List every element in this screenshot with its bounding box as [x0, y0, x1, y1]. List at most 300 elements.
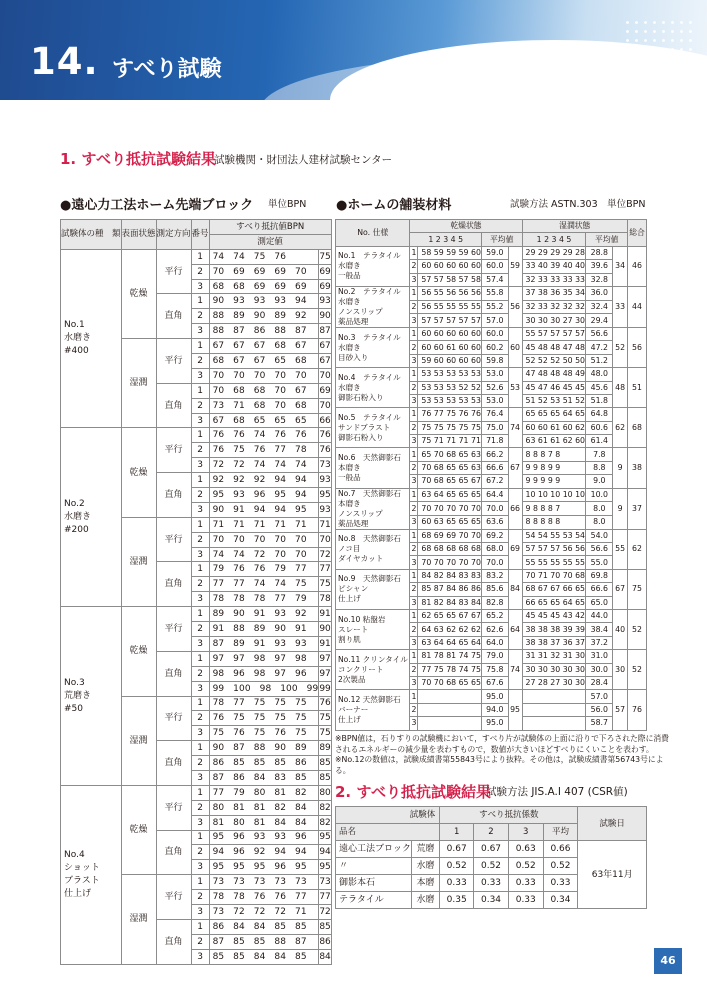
- row-number: 3: [191, 860, 209, 875]
- surface-state: 乾燥: [121, 249, 156, 338]
- wet-average: 28.8: [586, 246, 613, 259]
- dry-values: 70 70 70 70 70: [418, 556, 482, 569]
- head-avg-dry: 平均値: [481, 233, 522, 246]
- head-surface: 表面状態: [121, 220, 156, 250]
- page-header: [0, 0, 707, 100]
- product-name: テラタイル: [336, 892, 412, 909]
- material-spec: No.9 天然御影石 ピシャン 仕上げ: [336, 569, 410, 609]
- head-number: 番号: [191, 220, 209, 250]
- table-row: [336, 650, 647, 663]
- row-number: 1: [410, 569, 418, 582]
- dry-values: 56 55 55 55 55: [418, 300, 482, 314]
- bpn-average: 91: [319, 636, 331, 651]
- wet-values: 60 60 61 60 62: [522, 421, 586, 434]
- wet-values: 63 61 61 62 60: [522, 435, 586, 448]
- surface-state: 乾燥: [121, 428, 156, 517]
- bpn-average: 82: [319, 800, 331, 815]
- surface-state: 乾燥: [121, 607, 156, 696]
- row-number: 3: [191, 949, 209, 964]
- coef-average: 0.66: [543, 841, 578, 858]
- dry-group-average: 56: [508, 286, 522, 327]
- measured-values: 78 78 78 77 79: [209, 592, 319, 607]
- row-number: 2: [191, 756, 209, 771]
- row-number: 2: [191, 622, 209, 637]
- row-number: 1: [191, 339, 209, 354]
- measured-values: 79 76 76 79 77: [209, 562, 319, 577]
- measured-values: 77 79 80 81 82: [209, 785, 319, 800]
- total-value: 44: [628, 286, 647, 327]
- dry-group-average: 59: [508, 246, 522, 286]
- finish-type: 荒磨: [411, 841, 439, 858]
- specimen-name: No.2 水磨き #200: [61, 428, 122, 607]
- row-number: 1: [410, 609, 418, 622]
- section2-title: 2. すべり抵抗試験結果: [335, 783, 492, 801]
- surface-state: 湿潤: [121, 875, 156, 964]
- row-number: 1: [191, 919, 209, 934]
- bpn-average: 95: [319, 860, 331, 875]
- coef-3: 0.52: [508, 858, 543, 875]
- row-number: 2: [191, 845, 209, 860]
- bpn-average: 73: [319, 875, 331, 890]
- dry-average: 59.0: [481, 246, 508, 259]
- wet-average: 56.0: [586, 703, 613, 716]
- dry-group-average: 64: [508, 609, 522, 649]
- coef-2: 0.52: [474, 858, 509, 875]
- wet-average: 61.4: [586, 435, 613, 448]
- head-c1: 1: [440, 824, 474, 841]
- bpn-average: 93: [319, 294, 331, 309]
- row-number: 3: [410, 314, 418, 328]
- dry-group-average: 95: [508, 690, 522, 730]
- wet-group-average: 9: [613, 488, 628, 529]
- head-c2: 2: [474, 824, 509, 841]
- wet-values: 65 65 65 64 65: [522, 408, 586, 421]
- table-row: [61, 428, 332, 443]
- measured-values: 87 86 84 83 85: [209, 770, 319, 785]
- measured-values: 95 93 96 95 94: [209, 488, 319, 503]
- wet-average: 51.8: [586, 394, 613, 407]
- material-spec: No.4 テラタイル 水磨き 御影石粉入り: [336, 368, 410, 408]
- wet-average: 30.0: [586, 663, 613, 676]
- row-number: 2: [410, 421, 418, 434]
- coef-average: 0.34: [543, 892, 578, 909]
- row-number: 3: [191, 324, 209, 339]
- table-row: [336, 246, 647, 259]
- row-number: 3: [410, 556, 418, 569]
- row-number: 2: [410, 341, 418, 354]
- wet-average: 8.0: [586, 515, 613, 529]
- dry-values: 75 71 71 71 71: [418, 435, 482, 448]
- measured-values: 74 74 75 76: [209, 249, 319, 264]
- material-spec: No.1 テラタイル 水磨き 一般品: [336, 246, 410, 286]
- dry-average: 82.8: [481, 596, 508, 609]
- dry-group-average: 60: [508, 327, 522, 367]
- bpn-average: 85: [319, 770, 331, 785]
- total-value: 76: [628, 690, 647, 730]
- measured-values: 90 91 94 94 95: [209, 502, 319, 517]
- head-c3: 3: [508, 824, 543, 841]
- head-total: 総合: [628, 220, 647, 247]
- dry-average: 70.0: [481, 556, 508, 569]
- material-spec: No.8 天然御影石 ノコ目 ダイヤカット: [336, 529, 410, 569]
- measured-values: 91 88 89 90 91: [209, 622, 319, 637]
- bpn-average: 71: [319, 517, 331, 532]
- row-number: 2: [191, 488, 209, 503]
- finish-type: 水磨: [411, 892, 439, 909]
- bpn-average: 90: [319, 309, 331, 324]
- dry-average: 57.0: [481, 314, 508, 328]
- bpn-average: 80: [319, 785, 331, 800]
- wet-average: 56.6: [586, 543, 613, 556]
- total-value: 56: [628, 327, 647, 367]
- section1-note: 試験機関・財団法人建材試験センター: [214, 154, 393, 166]
- dry-average: 79.0: [481, 650, 508, 663]
- row-number: 2: [191, 711, 209, 726]
- section1-title: 1. すべり抵抗試験結果: [60, 150, 217, 168]
- wet-values: 9 8 8 8 7: [522, 502, 586, 516]
- wet-values: 29 29 29 29 28: [522, 246, 586, 259]
- row-number: 1: [191, 741, 209, 756]
- wet-average: 8.0: [586, 502, 613, 516]
- wet-group-average: 67: [613, 569, 628, 609]
- bpn-average: 90: [319, 622, 331, 637]
- section2-method: 試験方法 JIS.A.I 407 (CSR値): [486, 786, 628, 798]
- row-number: 2: [191, 264, 209, 279]
- dry-values: 81 82 84 83 84: [418, 596, 482, 609]
- dry-average: 95.0: [481, 690, 508, 703]
- wet-values: 57 57 57 56 56: [522, 543, 586, 556]
- bpn-average: 97: [319, 651, 331, 666]
- bpn-average: 67: [319, 354, 331, 369]
- material-spec: No.6 天然御影石 本磨き 一般品: [336, 448, 410, 488]
- wet-average: 31.0: [586, 650, 613, 663]
- material-spec: No.3 テラタイル 水磨き 目砂入り: [336, 327, 410, 367]
- dry-values: 70 70 70 70 70: [418, 502, 482, 516]
- head-date: 試験日: [578, 807, 647, 841]
- wet-average: 29.4: [586, 314, 613, 328]
- measured-values: 97 97 98 97 98: [209, 651, 319, 666]
- bpn-average: 93: [319, 473, 331, 488]
- measured-values: 95 96 93 93 96: [209, 830, 319, 845]
- row-number: 2: [410, 663, 418, 676]
- measure-direction: 平行: [156, 517, 191, 562]
- bpn-average: 75: [319, 711, 331, 726]
- material-spec: No.5 テラタイル サンドブラスト 御影石粉入り: [336, 408, 410, 448]
- dry-values: 84 82 84 83 83: [418, 569, 482, 582]
- bpn-average: 85: [319, 756, 331, 771]
- wet-average: 66.6: [586, 583, 613, 596]
- bpn-average: 76: [319, 696, 331, 711]
- wet-average: 54.0: [586, 529, 613, 542]
- surface-state: 湿潤: [121, 517, 156, 606]
- dry-values: [418, 690, 482, 703]
- dry-values: [418, 703, 482, 716]
- head-seq-wet: 1 2 3 4 5: [522, 233, 586, 246]
- measured-values: 71 71 71 71 71: [209, 517, 319, 532]
- row-number: 1: [191, 562, 209, 577]
- bpn-average: 76: [319, 443, 331, 458]
- head-seq-dry: 1 2 3 4 5: [410, 233, 481, 246]
- row-number: 1: [410, 650, 418, 663]
- measured-values: 76 76 74 76 76: [209, 428, 319, 443]
- wet-values: [522, 690, 586, 703]
- coef-2: 0.33: [474, 875, 509, 892]
- dry-values: 53 53 53 52 52: [418, 381, 482, 394]
- bpn-average: 82: [319, 815, 331, 830]
- dry-values: 53 53 53 53 53: [418, 394, 482, 407]
- dry-group-average: 74: [508, 650, 522, 690]
- wet-values: 55 55 55 55 55: [522, 556, 586, 569]
- dry-values: 76 77 75 76 76: [418, 408, 482, 421]
- head-spec: No. 仕様: [336, 220, 410, 247]
- table-row: [336, 488, 647, 502]
- row-number: 3: [191, 458, 209, 473]
- bpn-average: 99: [319, 681, 331, 696]
- wet-average: 64.8: [586, 408, 613, 421]
- measured-values: 81 80 81 84 84: [209, 815, 319, 830]
- dry-values: 57 57 58 57 58: [418, 273, 482, 286]
- wet-values: 10 10 10 10 10: [522, 488, 586, 502]
- table-a: [60, 219, 332, 965]
- wet-average: 32.4: [586, 300, 613, 314]
- material-spec: No.7 天然御影石 本磨き ノンスリップ 薬品処理: [336, 488, 410, 529]
- row-number: 1: [191, 696, 209, 711]
- bpn-average: 77: [319, 562, 331, 577]
- row-number: 3: [191, 815, 209, 830]
- dry-values: 64 63 62 62 62: [418, 623, 482, 636]
- bpn-average: 70: [319, 532, 331, 547]
- row-number: 3: [191, 547, 209, 562]
- row-number: 1: [191, 651, 209, 666]
- row-number: 1: [410, 368, 418, 381]
- wet-average: 36.0: [586, 286, 613, 300]
- bpn-average: 94: [319, 845, 331, 860]
- wet-values: 55 57 57 57 57: [522, 327, 586, 340]
- wet-average: 39.6: [586, 260, 613, 273]
- wet-values: 31 31 32 31 30: [522, 650, 586, 663]
- table-b: [335, 219, 647, 731]
- row-number: 2: [410, 623, 418, 636]
- row-number: 1: [191, 473, 209, 488]
- wet-average: 10.0: [586, 488, 613, 502]
- measured-values: 87 89 91 93 93: [209, 636, 319, 651]
- dry-values: 63 64 64 65 64: [418, 636, 482, 649]
- specimen-name: No.1 水磨き #400: [61, 249, 122, 428]
- measured-values: 68 68 69 69 69: [209, 279, 319, 294]
- row-number: 3: [191, 279, 209, 294]
- dry-average: 94.0: [481, 703, 508, 716]
- head-avg: 平均: [543, 824, 578, 841]
- wet-values: 52 52 52 50 50: [522, 354, 586, 367]
- dry-average: 70.0: [481, 502, 508, 516]
- specimen-name: No.3 荒磨き #50: [61, 607, 122, 786]
- measured-values: 74 74 72 70 70: [209, 547, 319, 562]
- dry-values: 56 55 56 56 56: [418, 286, 482, 300]
- total-value: 37: [628, 488, 647, 529]
- bpn-average: 97: [319, 666, 331, 681]
- table-c: [335, 806, 647, 909]
- row-number: 3: [191, 502, 209, 517]
- head-specimen: 試験体の種 類: [61, 220, 122, 250]
- row-number: 2: [410, 300, 418, 314]
- bpn-average: 84: [319, 949, 331, 964]
- wet-group-average: 57: [613, 690, 628, 730]
- bpn-average: 69: [319, 279, 331, 294]
- head-name: 品名: [336, 824, 440, 841]
- measured-values: 87 85 85 88 87: [209, 934, 319, 949]
- measured-values: 75 76 75 76 75: [209, 726, 319, 741]
- wet-values: 27 28 27 30 30: [522, 676, 586, 689]
- wet-average: 28.4: [586, 676, 613, 689]
- dry-average: 53.0: [481, 394, 508, 407]
- dry-average: 67.2: [481, 475, 508, 488]
- measure-direction: 直角: [156, 830, 191, 875]
- dry-average: 83.2: [481, 569, 508, 582]
- bpn-average: 70: [319, 368, 331, 383]
- measured-values: 73 73 73 73 73: [209, 875, 319, 890]
- bpn-average: 78: [319, 592, 331, 607]
- row-number: 1: [191, 249, 209, 264]
- dry-values: 59 60 60 60 60: [418, 354, 482, 367]
- table-row: [61, 785, 332, 800]
- dry-average: 60.0: [481, 327, 508, 340]
- measure-direction: 平行: [156, 339, 191, 384]
- dry-values: 68 69 69 70 70: [418, 529, 482, 542]
- bpn-average: 75: [319, 726, 331, 741]
- wet-average: 51.2: [586, 354, 613, 367]
- row-number: 2: [410, 703, 418, 716]
- specimen-name: No.4 ショット ブラスト 仕上げ: [61, 785, 122, 964]
- dry-average: 95.0: [481, 717, 508, 730]
- surface-state: 湿潤: [121, 696, 156, 785]
- row-number: 1: [191, 607, 209, 622]
- measured-values: 72 72 74 74 74: [209, 458, 319, 473]
- dry-values: 60 60 60 60 60: [418, 260, 482, 273]
- row-number: 1: [191, 875, 209, 890]
- measure-direction: 直角: [156, 473, 191, 518]
- wet-values: [522, 717, 586, 730]
- row-number: 3: [191, 770, 209, 785]
- bpn-average: 95: [319, 830, 331, 845]
- bpn-average: 76: [319, 428, 331, 443]
- total-value: 52: [628, 650, 647, 690]
- bpn-average: 75: [319, 249, 331, 264]
- measured-values: 89 90 91 93 92: [209, 607, 319, 622]
- head-dry: 乾燥状態: [410, 220, 522, 233]
- coef-3: 0.33: [508, 875, 543, 892]
- dry-values: 60 60 61 60 60: [418, 341, 482, 354]
- wet-average: 45.6: [586, 381, 613, 394]
- measured-values: 90 93 93 93 94: [209, 294, 319, 309]
- row-number: 2: [410, 461, 418, 474]
- table-row: [336, 841, 647, 858]
- bpn-average: 77: [319, 890, 331, 905]
- row-number: 2: [410, 543, 418, 556]
- table-row: [336, 448, 647, 461]
- row-number: 1: [191, 294, 209, 309]
- measure-direction: 直角: [156, 562, 191, 607]
- coef-3: 0.33: [508, 892, 543, 909]
- wet-average: 48.0: [586, 368, 613, 381]
- bpn-average: 89: [319, 741, 331, 756]
- row-number: 2: [191, 577, 209, 592]
- measure-direction: 直角: [156, 651, 191, 696]
- wet-group-average: 34: [613, 246, 628, 286]
- wet-values: 37 38 36 35 34: [522, 286, 586, 300]
- dry-values: 70 68 65 65 63: [418, 461, 482, 474]
- row-number: 2: [410, 381, 418, 394]
- row-number: 2: [191, 532, 209, 547]
- dry-values: 62 65 65 67 67: [418, 609, 482, 622]
- wet-values: 45 48 48 47 48: [522, 341, 586, 354]
- wet-average: 56.6: [586, 327, 613, 340]
- table-a-unit: 単位BPN: [268, 199, 307, 210]
- head-bpn: すべり抵抗値BPN: [209, 220, 331, 235]
- total-value: 75: [628, 569, 647, 609]
- table-b-title: ●ホームの舗装材料: [336, 198, 452, 213]
- wet-average: 58.7: [586, 717, 613, 730]
- row-number: 2: [191, 354, 209, 369]
- dry-values: 70 68 65 65 67: [418, 475, 482, 488]
- dry-average: 60.2: [481, 341, 508, 354]
- total-value: 51: [628, 368, 647, 408]
- bpn-average: 93: [319, 502, 331, 517]
- wet-values: 47 48 48 48 49: [522, 368, 586, 381]
- head-body: 試験体: [336, 807, 440, 824]
- row-number: 1: [410, 448, 418, 461]
- measured-values: 92 92 92 94 94: [209, 473, 319, 488]
- dry-average: 75.0: [481, 421, 508, 434]
- measured-values: 77 77 74 74 75: [209, 577, 319, 592]
- measured-values: 73 72 72 72 71: [209, 904, 319, 919]
- wet-group-average: 30: [613, 650, 628, 690]
- row-number: 2: [191, 800, 209, 815]
- row-number: 2: [191, 309, 209, 324]
- dry-values: 65 70 68 65 63: [418, 448, 482, 461]
- coef-2: 0.67: [474, 841, 509, 858]
- head-avg-wet: 平均値: [586, 233, 628, 246]
- wet-values: 38 38 38 39 39: [522, 623, 586, 636]
- row-number: 1: [191, 785, 209, 800]
- row-number: 3: [191, 904, 209, 919]
- wet-values: 38 38 37 36 37: [522, 636, 586, 649]
- wet-values: 32 33 33 33 33: [522, 273, 586, 286]
- dry-values: 57 57 57 57 57: [418, 314, 482, 328]
- product-name: 御影本石: [336, 875, 412, 892]
- dry-values: [418, 717, 482, 730]
- measured-values: 70 70 70 70 70: [209, 532, 319, 547]
- wet-group-average: 9: [613, 448, 628, 488]
- dry-average: 66.2: [481, 448, 508, 461]
- measure-direction: 平行: [156, 428, 191, 473]
- bpn-average: 67: [319, 339, 331, 354]
- bpn-average: 72: [319, 904, 331, 919]
- head-direction: 測定方向: [156, 220, 191, 250]
- row-number: 3: [191, 726, 209, 741]
- measure-direction: 平行: [156, 875, 191, 920]
- wet-group-average: 62: [613, 408, 628, 448]
- total-value: 52: [628, 609, 647, 649]
- measured-values: 98 96 98 97 96: [209, 666, 319, 681]
- dry-group-average: 84: [508, 569, 522, 609]
- wet-values: [522, 703, 586, 716]
- measured-values: 68 67 67 65 68: [209, 354, 319, 369]
- bpn-average: 69: [319, 264, 331, 279]
- dry-average: 63.6: [481, 515, 508, 529]
- wet-group-average: 55: [613, 529, 628, 569]
- wet-values: 9 9 8 9 9: [522, 461, 586, 474]
- measured-values: 80 81 81 82 84: [209, 800, 319, 815]
